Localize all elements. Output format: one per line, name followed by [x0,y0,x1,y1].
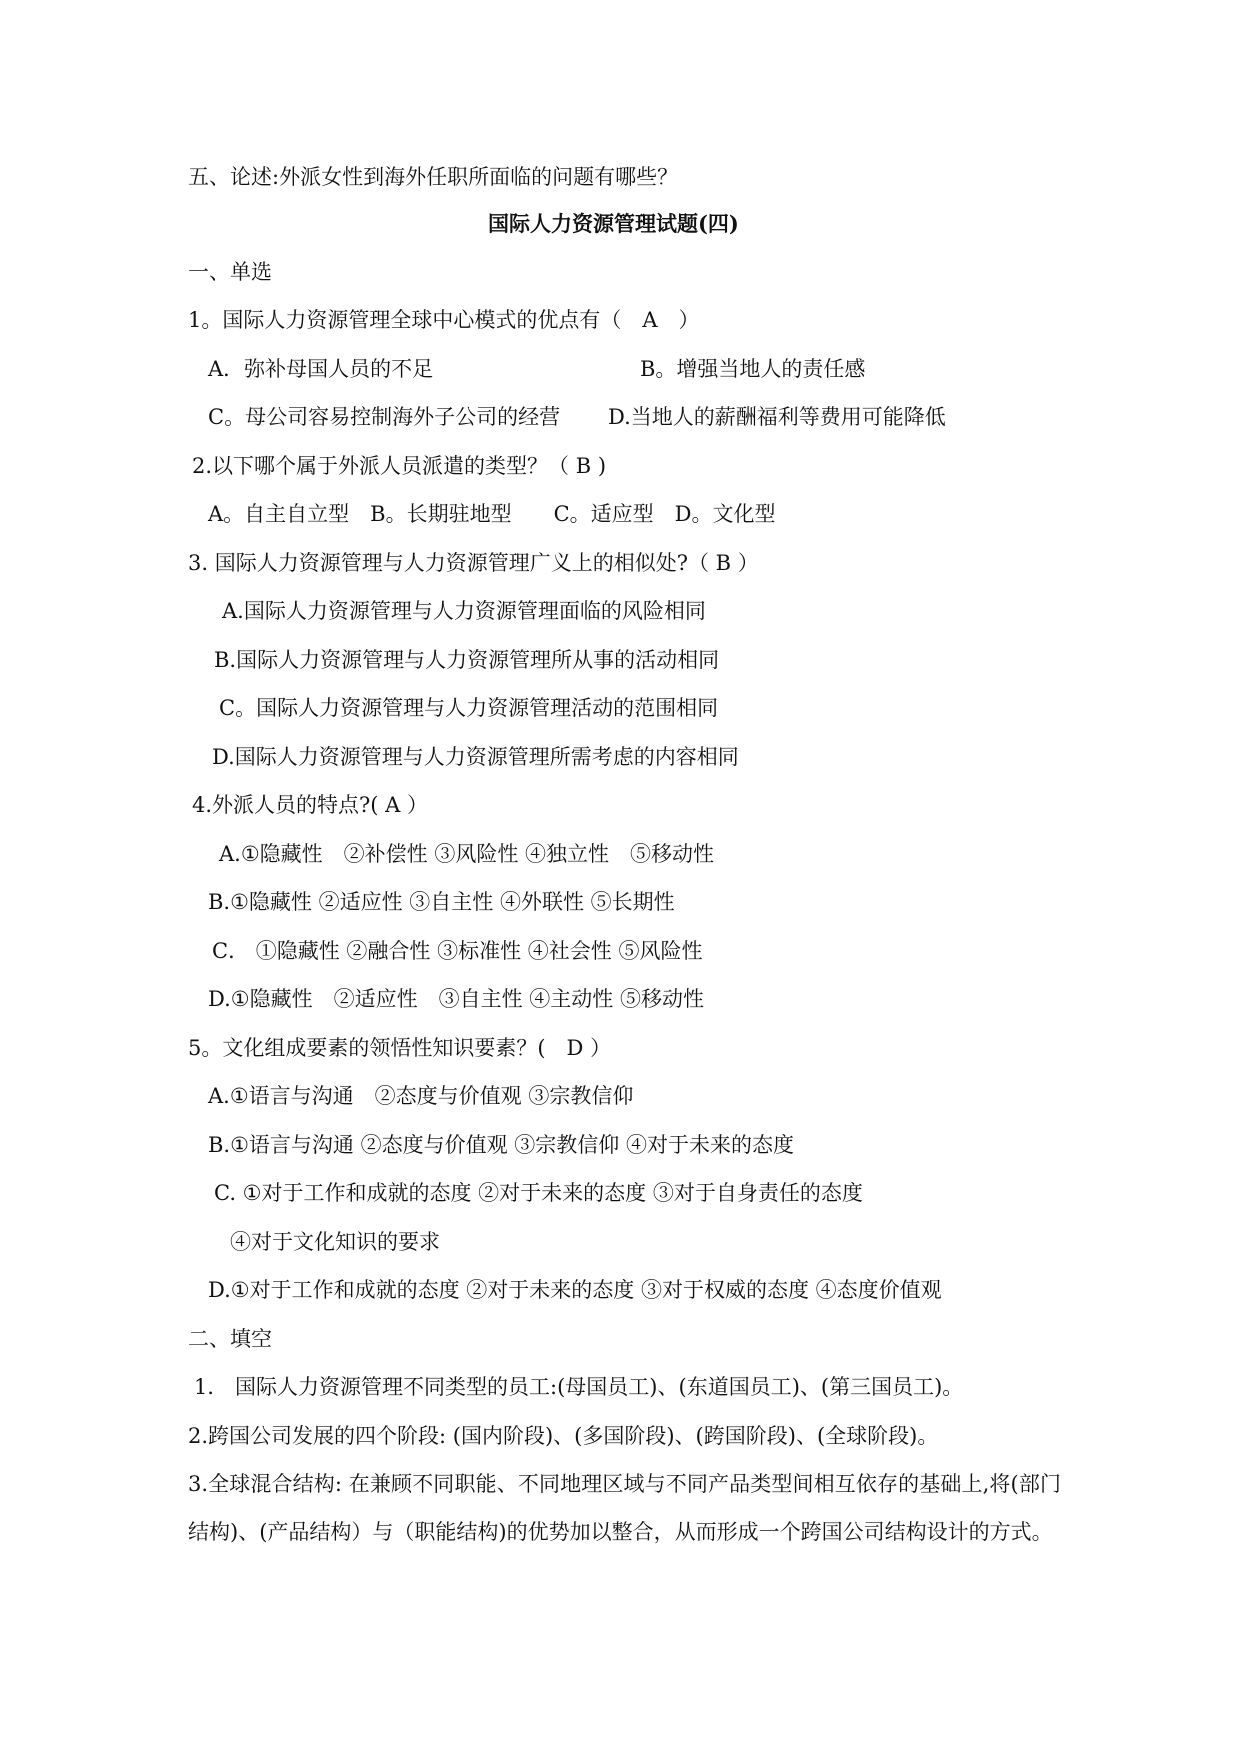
q4-option-d: D.①隐藏性 ②适应性 ③自主性 ④主动性 ⑤移动性 [208,987,704,1011]
q1-option-c: C。母公司容易控制海外子公司的经营 [208,405,561,429]
q5-option-d: D.①对于工作和成就的态度 ②对于未来的态度 ③对于权威的态度 ④态度价值观 [208,1278,942,1302]
q3-option-c: C。国际人力资源管理与人力资源管理活动的范围相同 [219,696,719,720]
q5-option-a: A.①语言与沟通 ②态度与价值观 ③宗教信仰 [208,1084,634,1108]
question-1: 1。国际人力资源管理全球中心模式的优点有（ A ） [188,308,700,332]
q3-option-d: D.国际人力资源管理与人力资源管理所需考虑的内容相同 [212,745,739,769]
question-2: 2.以下哪个属于外派人员派遣的类型？（ B ) [192,454,607,478]
fill-item-1: 1． 国际人力资源管理不同类型的员工:(母国员工)、(东道国员工)、(第三国员工)。 [194,1375,964,1399]
q5-option-c: C. ①对于工作和成就的态度 ②对于未来的态度 ③对于自身责任的态度 [214,1181,863,1205]
question-3: 3. 国际人力资源管理与人力资源管理广义上的相似处?（ B ） [188,551,759,575]
fill-item-3: 3.全球混合结构: 在兼顾不同职能、不同地理区域与不同产品类型间相互依存的基础上,将(部门结构)、(产品结构）与（职能结构)的优势加以整合，从而形成一个跨国公司结构设计的方式。 [188,1472,1061,1544]
q4-option-a: A.①隐藏性 ②补偿性 ③风险性 ④独立性 ⑤移动性 [219,842,715,866]
exam-title: 国际人力资源管理试题(四) [488,211,739,236]
q5-option-c-continued: ④对于文化知识的要求 [230,1230,440,1254]
q3-option-a: A.国际人力资源管理与人力资源管理面临的风险相同 [222,599,706,623]
q4-option-b: B.①隐藏性 ②适应性 ③自主性 ④外联性 ⑤长期性 [208,890,675,914]
fill-item-2: 2.跨国公司发展的四个阶段: (国内阶段)、(多国阶段)、(跨国阶段)、(全球阶段)。 [188,1424,939,1448]
section-heading-fill-blank: 二、填空 [188,1327,272,1351]
q4-option-c: C． ①隐藏性 ②融合性 ③标准性 ④社会性 ⑤风险性 [212,939,703,963]
question-4: 4.外派人员的特点?( A ） [192,793,429,817]
q5-option-b: B.①语言与沟通 ②态度与价值观 ③宗教信仰 ④对于未来的态度 [208,1133,794,1157]
q3-option-b: B.国际人力资源管理与人力资源管理所从事的活动相同 [214,648,720,672]
q1-option-d: D.当地人的薪酬福利等费用可能降低 [608,405,946,429]
section-heading-single-choice: 一、单选 [188,260,272,284]
q1-option-b: B。增强当地人的责任感 [640,357,866,381]
question-5: 5。文化组成要素的领悟性知识要素？( D ） [188,1036,612,1060]
q1-option-a: A．弥补母国人员的不足 [208,357,434,381]
essay-question: 五、论述:外派女性到海外任职所面临的问题有哪些？ [188,165,679,189]
q2-options: A。自主自立型 B。长期驻地型 C。适应型 D。文化型 [208,502,776,526]
